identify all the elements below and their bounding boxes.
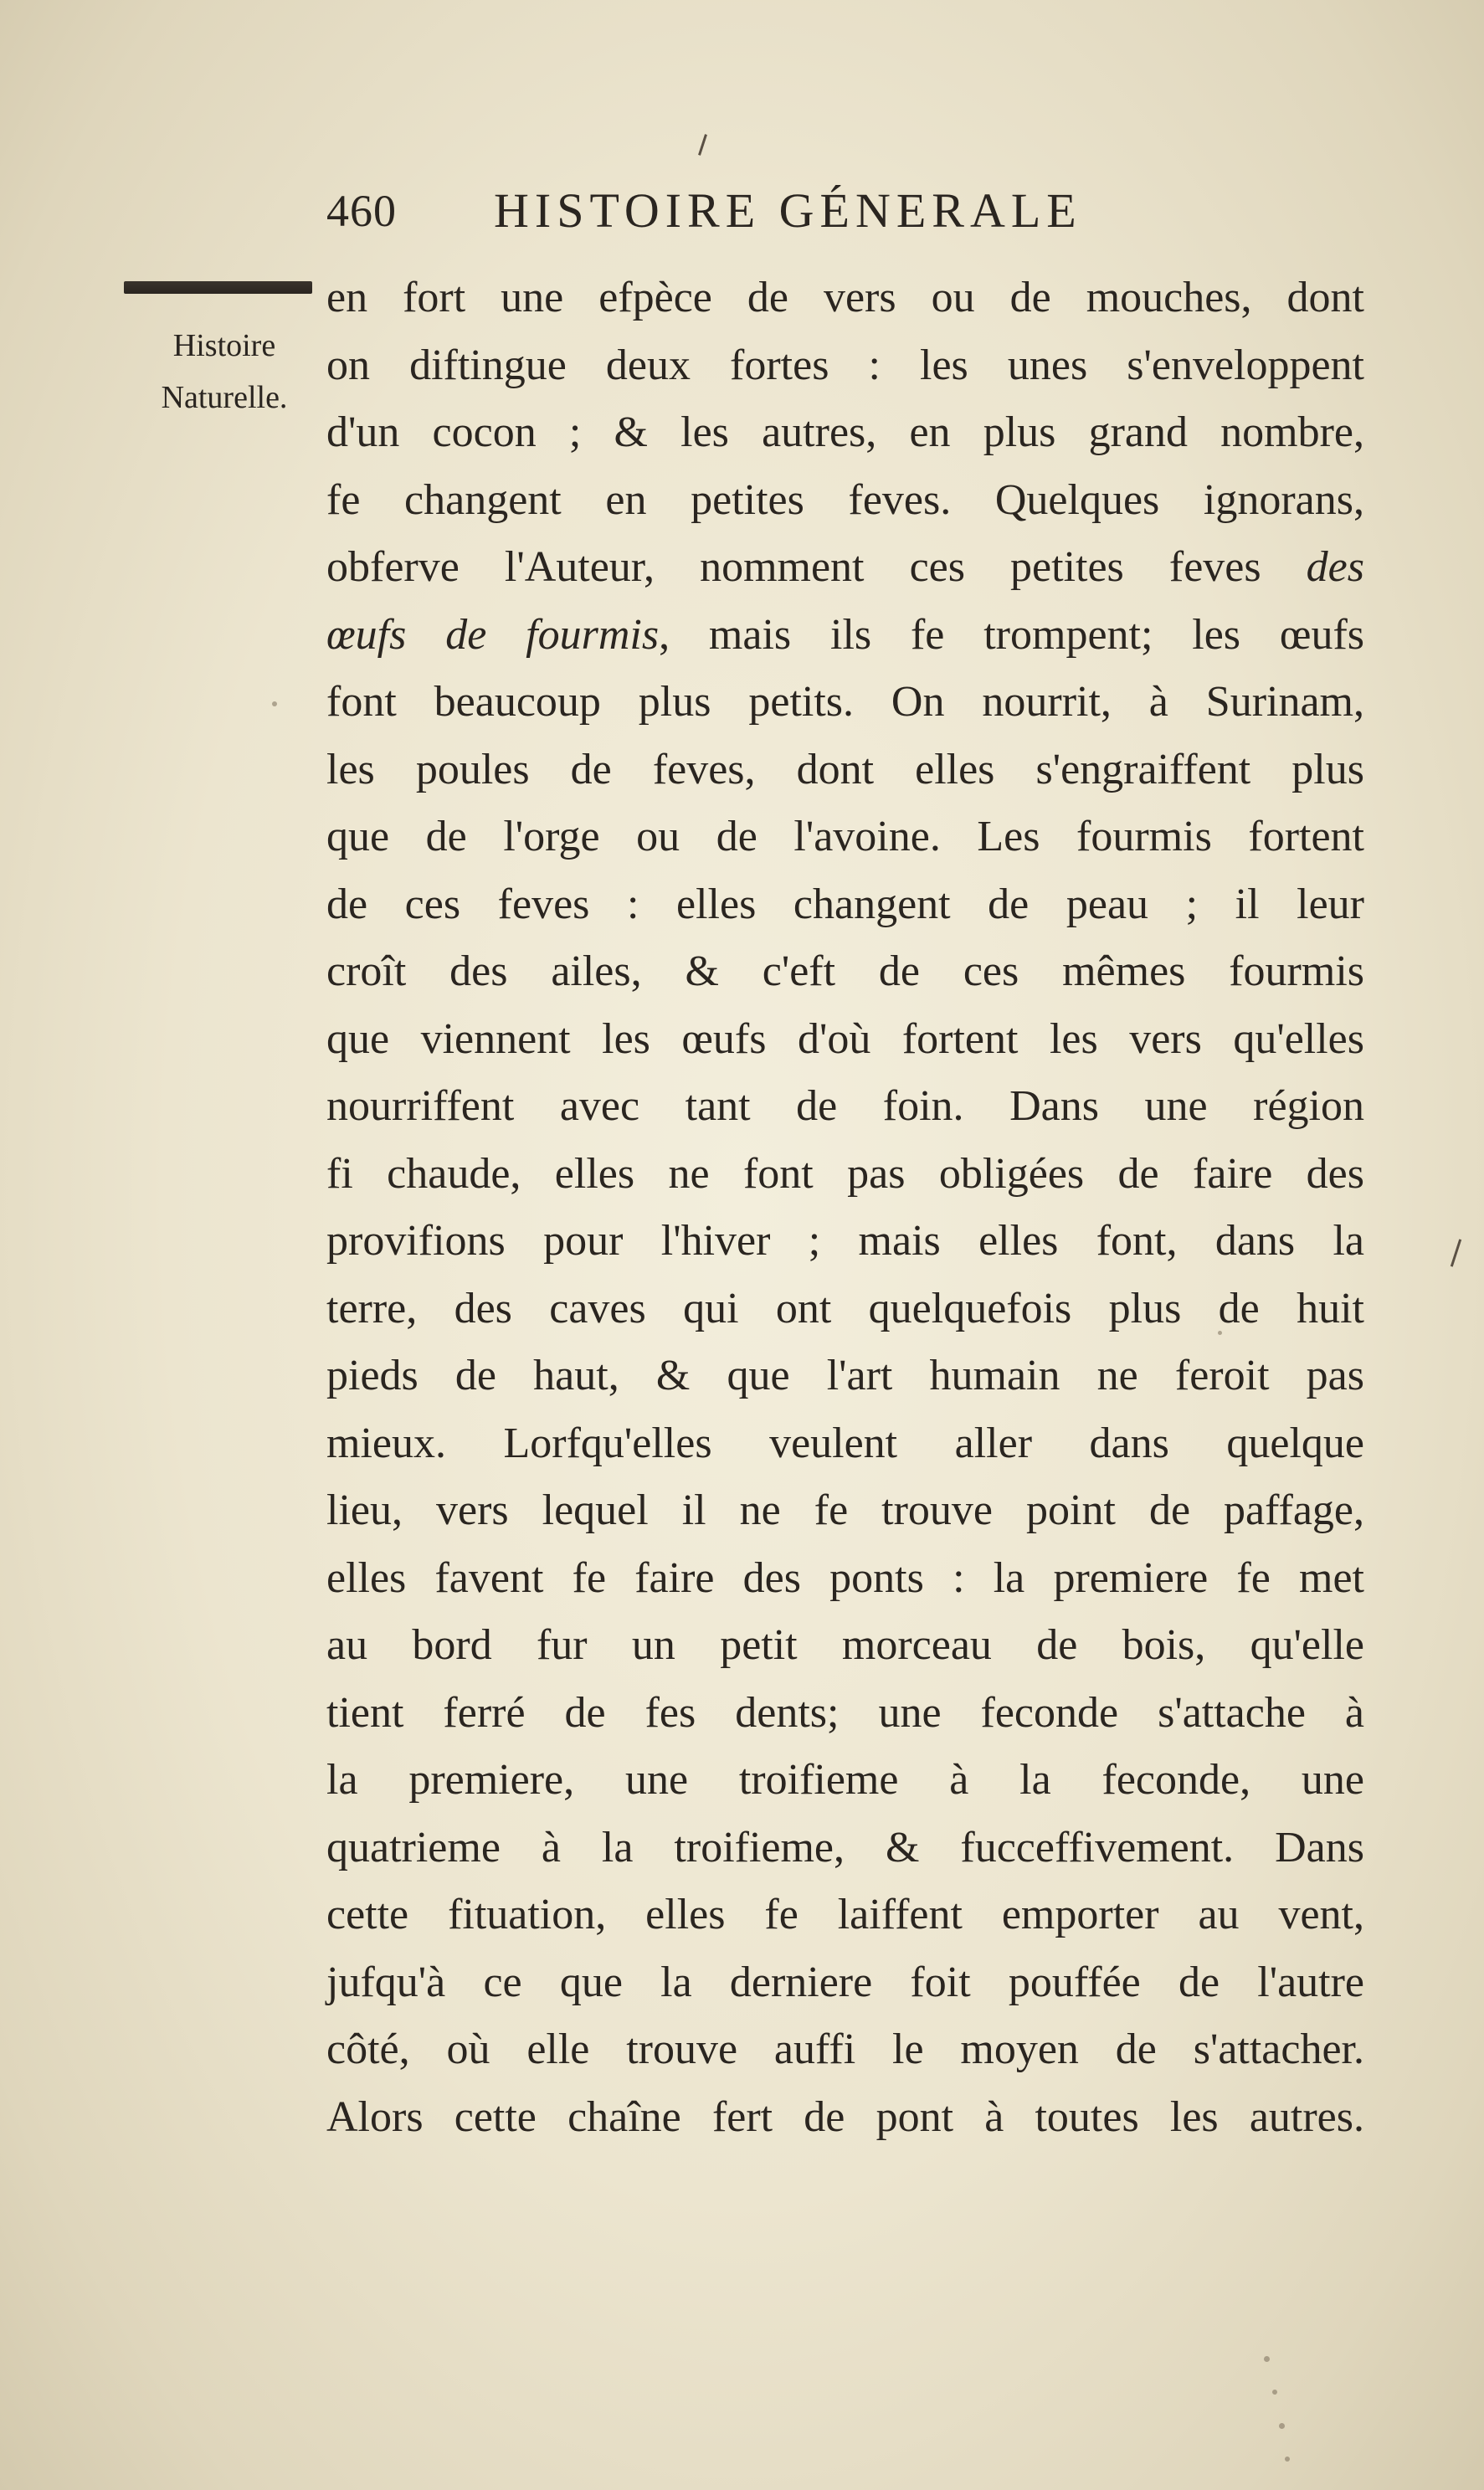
text-line: en fort une efpèce de vers ou de mouches, dont <box>326 274 1364 321</box>
text-line: les poules de feves, dont elles s'engraiffent plus <box>326 745 1364 793</box>
body-text <box>326 264 1364 2151</box>
page-number: 460 <box>326 186 397 236</box>
text-line: mieux. Lorfqu'elles veulent aller dans quelque <box>326 1419 1364 1467</box>
paper-speck <box>272 701 277 706</box>
text-line: fe changent en petites feves. Quelques ignorans, <box>326 475 1364 524</box>
paper-speck <box>1279 2423 1285 2429</box>
pencil-mark-right <box>1451 1239 1461 1266</box>
italic-phrase: œufs de fourmis <box>326 610 660 659</box>
text-line: que de l'orge ou de l'avoine. Les fourmis fortent <box>326 813 1364 860</box>
text-line: on diftingue deux fortes : les unes s'enveloppent <box>326 341 1364 389</box>
margin-note-line: Histoire <box>172 328 276 363</box>
paper-speck <box>1272 2390 1277 2395</box>
margin-note <box>124 320 325 424</box>
text-line: font beaucoup plus petits. On nourrit, à Surinam, <box>326 678 1364 726</box>
text-line: la premiere, une troifieme à la feconde, une <box>326 1756 1364 1804</box>
text-line: quatrieme à la troifieme, & fucceffivement. Dans <box>326 1823 1364 1871</box>
margin-note-line: Naturelle. <box>161 380 288 415</box>
paper-speck <box>1285 2457 1290 2462</box>
text-line: croît des ailes, & c'eft de ces mêmes fourmis <box>326 947 1364 995</box>
text-line: obferve l'Auteur, nomment ces petites feves des <box>326 543 1364 591</box>
text-line: Alors cette chaîne fert de pont à toutes les autres. <box>326 2092 1364 2141</box>
text-line: pieds de haut, & que l'art humain ne feroit pas <box>326 1352 1364 1399</box>
text-line: au bord fur un petit morceau de bois, qu'elle <box>326 1621 1364 1669</box>
italic-phrase: des <box>1306 543 1364 591</box>
text-line: cette fituation, elles fe laiffent emporter au vent, <box>326 1891 1364 1938</box>
text-line: côté, où elle trouve auffi le moyen de s'attacher. <box>326 2025 1364 2073</box>
text-line: de ces feves : elles changent de peau ; il leur <box>326 880 1364 928</box>
text-line: lieu, vers lequel il ne fe trouve point de paffage, <box>326 1486 1364 1534</box>
pencil-mark-top <box>698 134 707 156</box>
text-line: fi chaude, elles ne font pas obligées de faire des <box>326 1149 1364 1198</box>
paper-speck <box>1264 2356 1270 2362</box>
text-line: œufs de fourmis, mais ils fe trompent; les œufs <box>326 610 1364 659</box>
text-line: elles favent fe faire des ponts : la premiere fe met <box>326 1553 1364 1602</box>
text-line: tient ferré de fes dents; une feconde s'attache à <box>326 1688 1364 1737</box>
margin-rule <box>124 281 312 294</box>
page-header <box>326 177 1214 244</box>
text-line: nourriffent avec tant de foin. Dans une région <box>326 1082 1364 1130</box>
running-title: HISTOIRE GÉNERALE <box>494 183 1082 238</box>
text-line: jufqu'à ce que la derniere foit pouffée de l'autre <box>326 1958 1364 2006</box>
text-line: que viennent les œufs d'où fortent les vers qu'elles <box>326 1014 1364 1063</box>
text-line: d'un cocon ; & les autres, en plus grand nombre, <box>326 408 1364 456</box>
text-line: provifions pour l'hiver ; mais elles font, dans la <box>326 1217 1364 1265</box>
text-line: terre, des caves qui ont quelquefois plus de huit <box>326 1284 1364 1332</box>
